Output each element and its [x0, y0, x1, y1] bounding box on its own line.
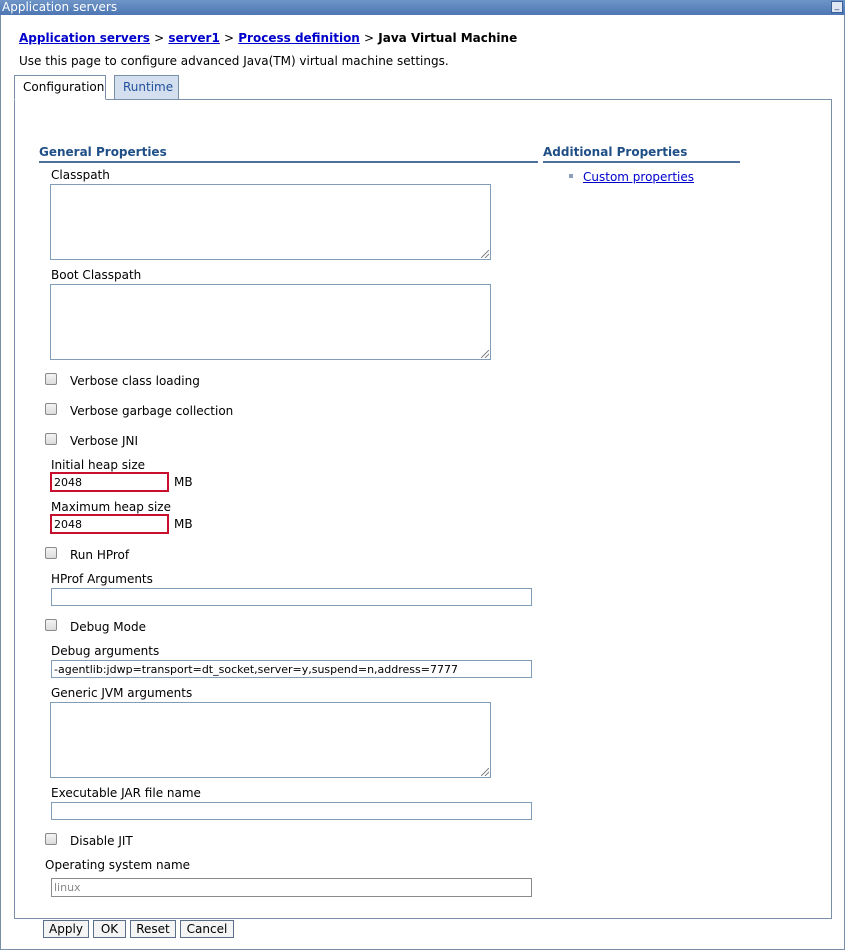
general-properties-heading: General Properties: [39, 145, 538, 163]
max-heap-input[interactable]: [50, 514, 169, 534]
verbose-gc-label: Verbose garbage collection: [70, 404, 234, 418]
generic-jvm-label: Generic JVM arguments: [51, 686, 193, 700]
os-name-input: [51, 878, 532, 897]
breadcrumb-separator: >: [154, 31, 165, 45]
classpath-label: Classpath: [51, 168, 110, 182]
minimize-icon[interactable]: _: [831, 1, 843, 13]
resize-grip-icon[interactable]: [481, 768, 489, 776]
hprof-args-label: HProf Arguments: [51, 572, 153, 586]
reset-button[interactable]: Reset: [130, 920, 176, 938]
debug-args-input[interactable]: [51, 660, 532, 678]
debug-mode-label: Debug Mode: [70, 620, 146, 634]
initial-heap-input[interactable]: [50, 472, 169, 492]
hprof-args-input[interactable]: [51, 588, 532, 606]
breadcrumb-process-definition[interactable]: Process definition: [238, 31, 360, 45]
boot-classpath-textarea[interactable]: [50, 284, 491, 360]
initial-heap-label: Initial heap size: [51, 458, 146, 472]
exec-jar-label: Executable JAR file name: [51, 786, 201, 800]
verbose-gc-checkbox[interactable]: [45, 403, 57, 415]
breadcrumb-separator: >: [224, 31, 235, 45]
run-hprof-label: Run HProf: [70, 548, 130, 562]
additional-properties-heading: Additional Properties: [543, 145, 740, 163]
window-titlebar: [0, 0, 845, 15]
breadcrumb-server1[interactable]: server1: [168, 31, 220, 45]
disable-jit-label: Disable JIT: [70, 834, 133, 848]
max-heap-label: Maximum heap size: [51, 500, 171, 514]
apply-button[interactable]: Apply: [43, 920, 89, 938]
tab-configuration[interactable]: Configuration: [14, 75, 106, 100]
boot-classpath-label: Boot Classpath: [51, 268, 142, 282]
generic-jvm-textarea[interactable]: [50, 702, 491, 778]
run-hprof-checkbox[interactable]: [45, 547, 57, 559]
breadcrumb-separator: >: [364, 31, 375, 45]
window-title: Application servers: [2, 0, 118, 14]
verbose-class-loading-checkbox[interactable]: [45, 373, 57, 385]
debug-mode-checkbox[interactable]: [45, 619, 57, 631]
verbose-class-loading-label: Verbose class loading: [70, 374, 200, 388]
breadcrumb-application-servers[interactable]: Application servers: [19, 31, 150, 45]
resize-grip-icon[interactable]: [481, 250, 489, 258]
tab-runtime[interactable]: Runtime: [114, 75, 179, 100]
cancel-button[interactable]: Cancel: [180, 920, 234, 938]
classpath-textarea[interactable]: [50, 184, 491, 260]
page-description: Use this page to configure advanced Java(TM) virtual machine settings.: [19, 54, 449, 68]
os-name-label: Operating system name: [45, 858, 191, 872]
exec-jar-input[interactable]: [51, 802, 532, 820]
disable-jit-checkbox[interactable]: [45, 833, 57, 845]
max-heap-unit: MB: [174, 517, 193, 531]
bullet-icon: [569, 174, 573, 178]
debug-args-label: Debug arguments: [51, 644, 160, 658]
initial-heap-unit: MB: [174, 475, 193, 489]
ok-button[interactable]: OK: [93, 920, 126, 938]
breadcrumb-current: Java Virtual Machine: [378, 31, 518, 45]
verbose-jni-checkbox[interactable]: [45, 433, 57, 445]
breadcrumb: [19, 31, 517, 45]
verbose-jni-label: Verbose JNI: [70, 434, 139, 448]
resize-grip-icon[interactable]: [481, 350, 489, 358]
custom-properties-link[interactable]: Custom properties: [583, 170, 695, 184]
